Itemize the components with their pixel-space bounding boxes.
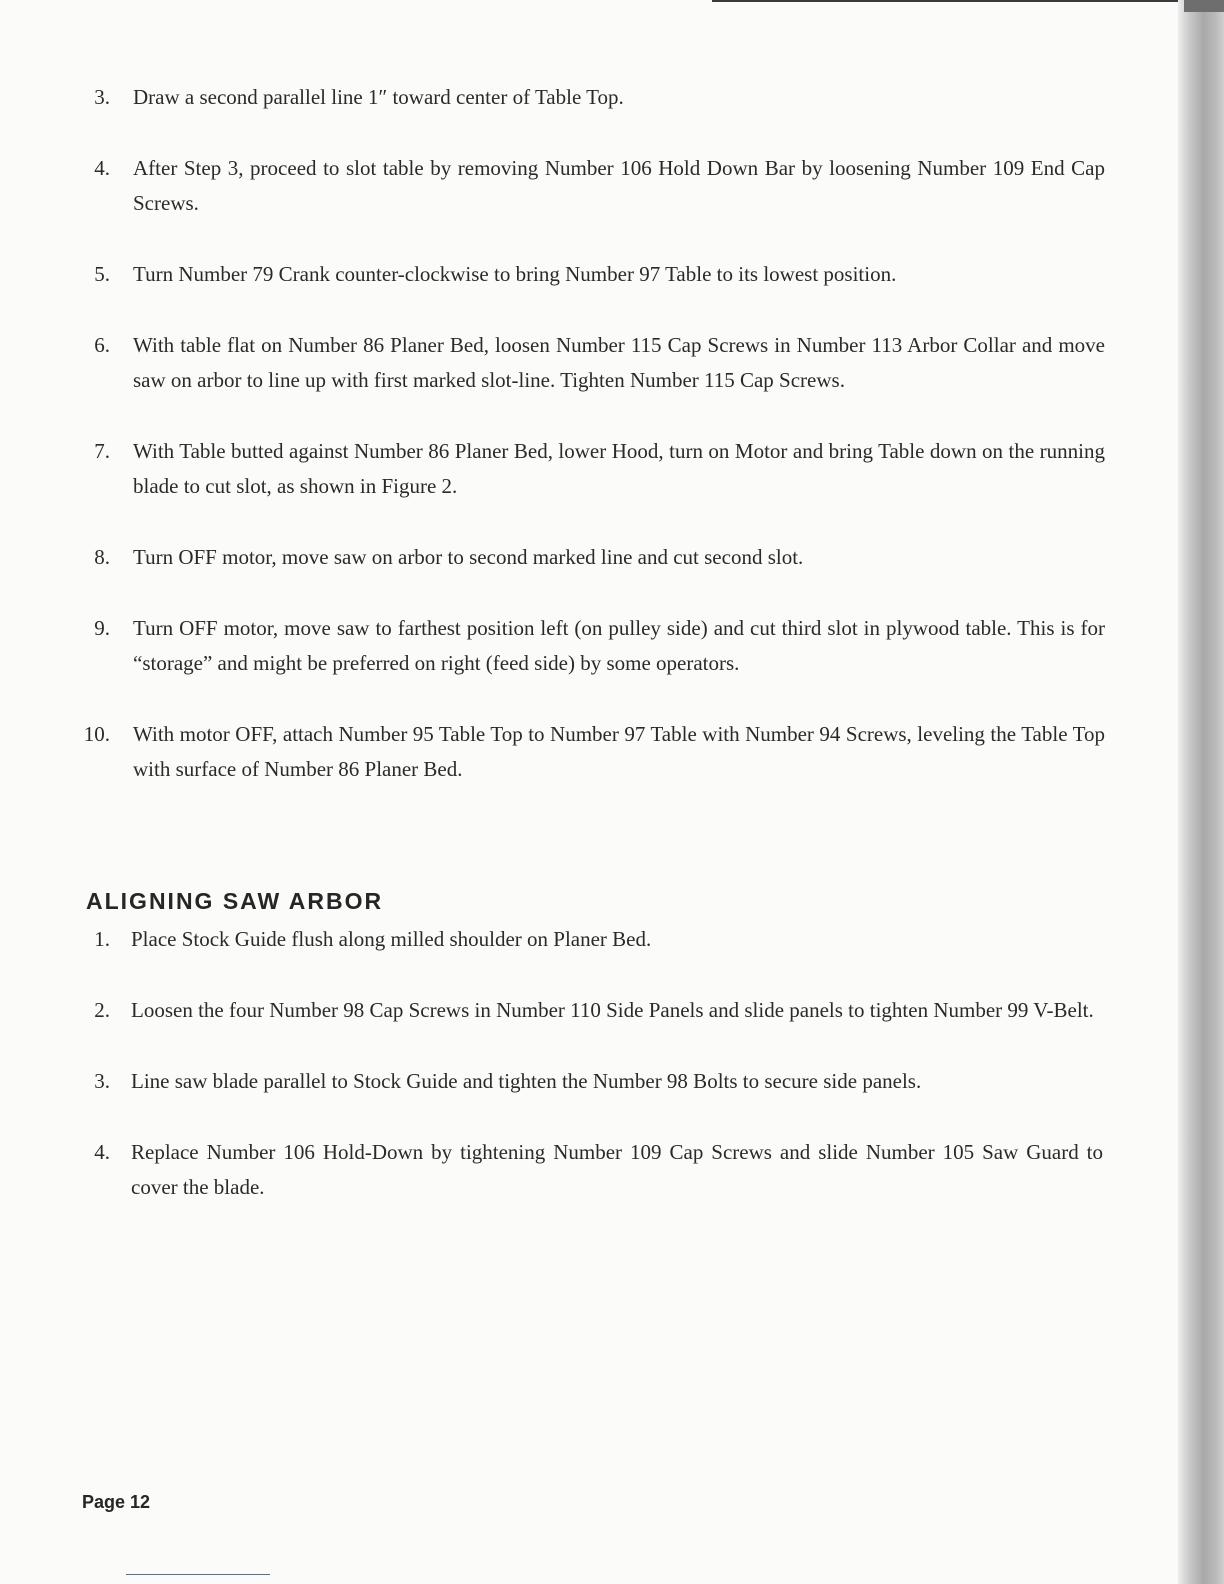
aligning-saw-arbor-steps <box>0 922 1224 1241</box>
step-item <box>0 611 1224 681</box>
step-text: With Table butted against Number 86 Planer Bed, lower Hood, turn on Motor and bring Table down on the running blade to cut slot, as shown in Figure 2. <box>133 439 1105 498</box>
step-text: Place Stock Guide flush along milled shoulder on Planer Bed. <box>131 927 652 951</box>
step-item <box>0 257 1224 292</box>
step-text: After Step 3, proceed to slot table by removing Number 106 Hold Down Bar by loosening Number 109 End Cap Screws. <box>133 156 1105 215</box>
step-item <box>0 540 1224 575</box>
step-number: 6. <box>94 333 110 357</box>
step-text: With motor OFF, attach Number 95 Table Top to Number 97 Table with Number 94 Screws, leveling the Table Top with surface of Number 86 Planer Bed. <box>133 722 1105 781</box>
step-number: 1. <box>94 927 110 951</box>
step-number: 5. <box>94 262 110 286</box>
step-number: 3. <box>94 85 110 109</box>
step-item <box>0 717 1224 787</box>
page-number: Page 12 <box>82 1492 151 1512</box>
step-item <box>0 993 1224 1028</box>
step-text: Turn OFF motor, move saw on arbor to second marked line and cut second slot. <box>133 545 804 569</box>
section-heading: ALIGNING SAW ARBOR <box>86 888 384 914</box>
step-text: Line saw blade parallel to Stock Guide and tighten the Number 98 Bolts to secure side panels. <box>131 1069 922 1093</box>
step-number: 8. <box>94 545 110 569</box>
step-item <box>0 1135 1224 1205</box>
top-edge-rule <box>712 0 1178 2</box>
step-number: 2. <box>94 998 110 1022</box>
step-number: 4. <box>94 1140 110 1164</box>
step-text: Loosen the four Number 98 Cap Screws in Number 110 Side Panels and slide panels to tighten Number 99 V-Belt. <box>131 998 1094 1022</box>
step-text: With table flat on Number 86 Planer Bed, loosen Number 115 Cap Screws in Number 113 Arbor Collar and move saw on arbor to line up with first marked slot-line. Tighten Number 115 Cap Screws. <box>133 333 1105 392</box>
step-text: Turn Number 79 Crank counter-clockwise to bring Number 97 Table to its lowest position. <box>133 262 897 286</box>
step-number: 7. <box>94 439 110 463</box>
step-number: 4. <box>94 156 110 180</box>
bottom-edge-rule <box>126 1574 270 1575</box>
step-item <box>0 922 1224 957</box>
step-item <box>0 151 1224 221</box>
step-text: Turn OFF motor, move saw to farthest position left (on pulley side) and cut third slot in plywood table. This is for “storage” and might be preferred on right (feed side) by some operators. <box>133 616 1105 675</box>
step-number: 3. <box>94 1069 110 1093</box>
step-item <box>0 1064 1224 1099</box>
step-number: 9. <box>94 616 110 640</box>
step-text: Replace Number 106 Hold-Down by tightening Number 109 Cap Screws and slide Number 105 Saw Guard to cover the blade. <box>131 1140 1103 1199</box>
binding-edge-shadow <box>1184 0 1224 12</box>
step-item <box>0 80 1224 115</box>
table-slotting-steps <box>0 80 1224 823</box>
step-item <box>0 328 1224 398</box>
step-number: 10. <box>83 722 110 746</box>
step-text: Draw a second parallel line 1″ toward center of Table Top. <box>133 85 624 109</box>
step-item <box>0 434 1224 504</box>
